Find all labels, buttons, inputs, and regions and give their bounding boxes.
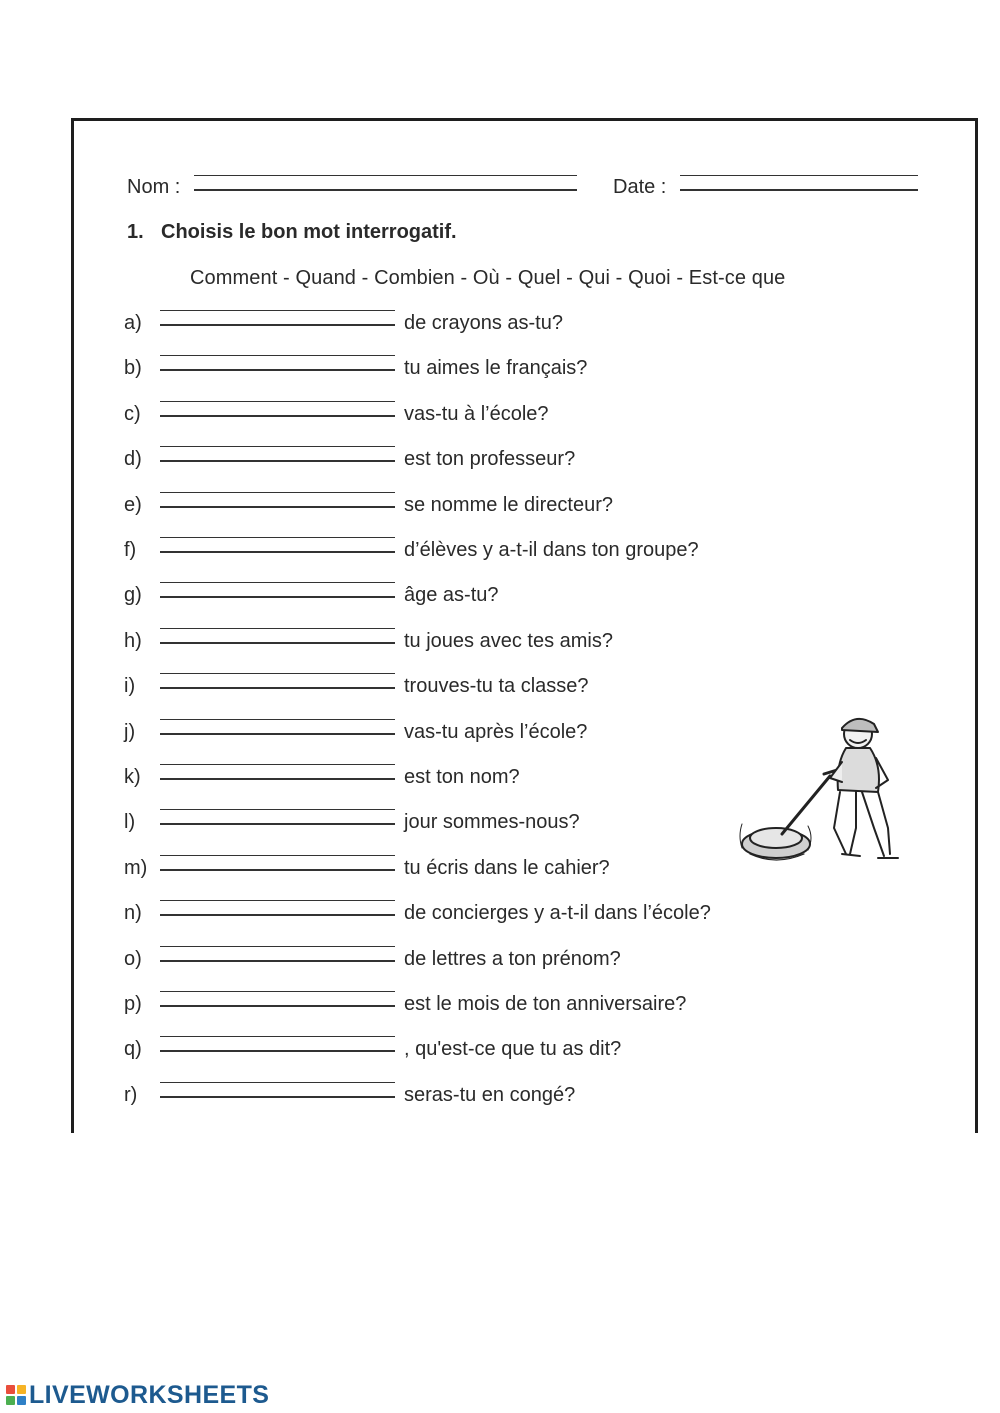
question-text: d’élèves y a-t-il dans ton groupe?	[404, 539, 699, 561]
question-text: , qu'est-ce que tu as dit?	[404, 1038, 622, 1061]
answer-blank[interactable]	[160, 764, 395, 780]
question-row	[0, 492, 1000, 522]
logo-square-3	[6, 1396, 15, 1405]
answer-blank[interactable]	[160, 946, 395, 962]
question-row	[0, 1036, 1000, 1066]
liveworksheets-logo[interactable]	[6, 1380, 269, 1410]
answer-blank[interactable]	[160, 492, 395, 508]
answer-blank[interactable]	[160, 809, 395, 825]
question-row	[0, 900, 1000, 930]
logo-squares-icon	[6, 1385, 26, 1405]
question-letter: b)	[124, 357, 142, 380]
question-text: tu écris dans le cahier?	[404, 856, 610, 879]
answer-blank[interactable]	[160, 991, 395, 1007]
question-row	[0, 1082, 1000, 1112]
janitor-floor-polisher-illustration	[738, 704, 903, 874]
question-text: vas-tu après l’école?	[404, 720, 588, 743]
question-text: âge as-tu?	[404, 584, 499, 607]
name-field[interactable]	[194, 175, 577, 191]
name-label: Nom :	[127, 176, 181, 198]
exercise-title: Choisis le bon mot interrogatif.	[161, 221, 457, 243]
question-letter: d)	[124, 448, 142, 471]
answer-blank[interactable]	[160, 1082, 395, 1098]
answer-blank[interactable]	[160, 1036, 395, 1052]
question-text: tu joues avec tes amis?	[404, 629, 613, 652]
logo-square-1	[6, 1385, 15, 1394]
question-row	[0, 582, 1000, 612]
answer-blank[interactable]	[160, 582, 395, 598]
question-row	[0, 355, 1000, 385]
answer-blank[interactable]	[160, 310, 395, 326]
question-text: seras-tu en congé?	[404, 1083, 576, 1106]
question-row	[0, 946, 1000, 976]
question-letter: f)	[124, 539, 137, 561]
question-letter: r)	[124, 1083, 138, 1106]
question-text: se nomme le directeur?	[404, 493, 613, 516]
question-row	[0, 401, 1000, 431]
question-text: est ton professeur?	[404, 448, 576, 471]
question-letter: m)	[124, 856, 148, 879]
answer-blank[interactable]	[160, 855, 395, 871]
question-text: tu aimes le français?	[404, 357, 588, 380]
question-letter: n)	[124, 902, 142, 925]
question-text: de concierges y a-t-il dans l’école?	[404, 902, 711, 925]
question-row	[0, 991, 1000, 1021]
answer-blank[interactable]	[160, 537, 395, 553]
exercise-number: 1.	[127, 221, 144, 243]
question-row	[0, 446, 1000, 476]
question-letter: l)	[124, 811, 136, 834]
question-row	[0, 310, 1000, 340]
date-field[interactable]	[680, 175, 918, 191]
question-text: vas-tu à l’école?	[404, 402, 549, 425]
question-letter: i)	[124, 675, 136, 698]
question-letter: c)	[124, 402, 141, 425]
answer-blank[interactable]	[160, 900, 395, 916]
question-letter: p)	[124, 993, 142, 1015]
question-row	[0, 673, 1000, 703]
exercise-heading	[127, 221, 457, 244]
question-letter: o)	[124, 947, 142, 970]
word-bank: Comment - Quand - Combien - Où - Quel - Qui - Quoi - Est-ce que	[190, 267, 786, 289]
logo-text: LIVEWORKSHEETS	[29, 1380, 270, 1409]
answer-blank[interactable]	[160, 446, 395, 462]
answer-blank[interactable]	[160, 719, 395, 735]
answer-blank[interactable]	[160, 628, 395, 644]
question-text: de lettres a ton prénom?	[404, 947, 621, 970]
question-letter: j)	[124, 720, 136, 743]
answer-blank[interactable]	[160, 401, 395, 417]
question-letter: h)	[124, 629, 142, 652]
question-letter: e)	[124, 493, 142, 516]
question-letter: a)	[124, 312, 142, 334]
question-text: trouves-tu ta classe?	[404, 675, 589, 698]
date-label: Date :	[613, 176, 667, 198]
question-text: est le mois de ton anniversaire?	[404, 993, 687, 1015]
answer-blank[interactable]	[160, 673, 395, 689]
logo-square-4	[17, 1396, 26, 1405]
question-text: de crayons as-tu?	[404, 312, 563, 334]
question-text: jour sommes-nous?	[404, 811, 580, 834]
question-letter: k)	[124, 766, 141, 788]
question-text: est ton nom?	[404, 766, 520, 788]
question-row	[0, 628, 1000, 658]
question-row	[0, 537, 1000, 567]
logo-square-2	[17, 1385, 26, 1394]
answer-blank[interactable]	[160, 355, 395, 371]
question-letter: q)	[124, 1038, 142, 1061]
question-letter: g)	[124, 584, 142, 607]
